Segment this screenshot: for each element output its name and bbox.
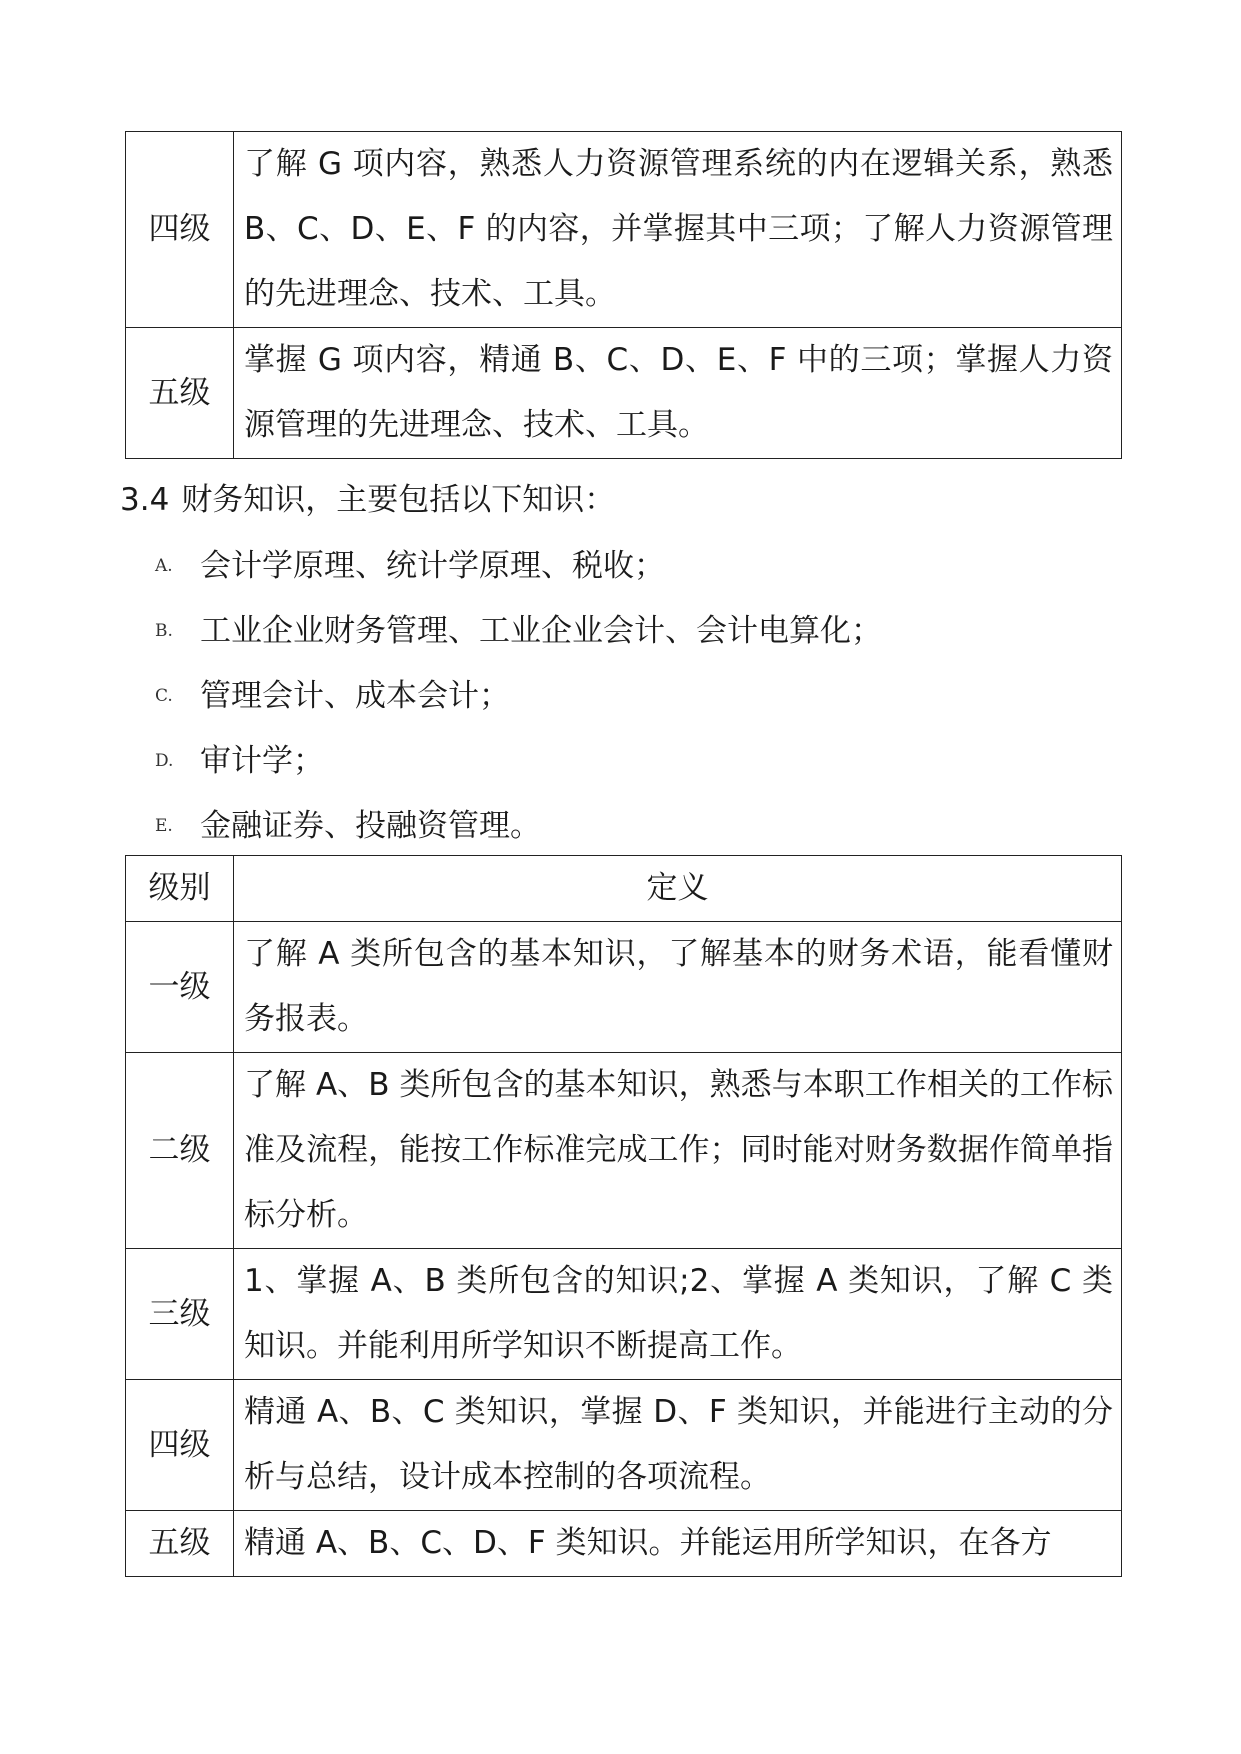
list-item-text: 管理会计、成本会计； bbox=[200, 678, 510, 714]
list-item-text: 金融证券、投融资管理。 bbox=[200, 808, 541, 844]
table-row bbox=[126, 328, 1122, 459]
list-marker: D. bbox=[155, 751, 174, 771]
table-row bbox=[126, 922, 1122, 1053]
list-item bbox=[155, 728, 882, 793]
list-item bbox=[155, 793, 882, 858]
definition-cell: 了解 A 类所包含的基本知识，了解基本的财务术语，能看懂财务报表。 bbox=[234, 922, 1122, 1053]
level-cell: 四级 bbox=[126, 132, 234, 328]
table-header-row bbox=[126, 856, 1122, 922]
definition-cell: 了解 A、B 类所包含的基本知识，熟悉与本职工作相关的工作标准及流程，能按工作标准完成工作；同时能对财务数据作简单指标分析。 bbox=[234, 1053, 1122, 1249]
table-row bbox=[126, 1511, 1122, 1577]
level-cell: 一级 bbox=[126, 922, 234, 1053]
table-row bbox=[126, 132, 1122, 328]
definition-cell: 精通 A、B、C 类知识，掌握 D、F 类知识，并能进行主动的分析与总结，设计成本控制的各项流程。 bbox=[234, 1380, 1122, 1511]
definition-column-header: 定义 bbox=[234, 856, 1122, 922]
definition-cell: 了解 G 项内容，熟悉人力资源管理系统的内在逻辑关系，熟悉 B、C、D、E、F 的内容，并掌握其中三项；了解人力资源管理的先进理念、技术、工具。 bbox=[234, 132, 1122, 328]
list-item-text: 会计学原理、统计学原理、税收； bbox=[200, 548, 665, 584]
definition-cell: 掌握 G 项内容，精通 B、C、D、E、F 中的三项；掌握人力资源管理的先进理念、技术、工具。 bbox=[234, 328, 1122, 459]
list-marker: B. bbox=[155, 621, 173, 641]
level-cell: 五级 bbox=[126, 328, 234, 459]
list-item-text: 工业企业财务管理、工业企业会计、会计电算化； bbox=[200, 613, 882, 649]
level-cell: 二级 bbox=[126, 1053, 234, 1249]
level-column-header: 级别 bbox=[126, 856, 234, 922]
list-item-text: 审计学； bbox=[200, 743, 324, 779]
table-row bbox=[126, 1380, 1122, 1511]
hr-knowledge-level-table bbox=[125, 131, 1122, 459]
section-number: 3.4 bbox=[120, 482, 170, 518]
knowledge-item-list bbox=[155, 533, 882, 858]
level-cell: 五级 bbox=[126, 1511, 234, 1577]
list-marker: E. bbox=[155, 816, 173, 836]
finance-knowledge-level-table bbox=[125, 855, 1122, 1577]
table-row bbox=[126, 1053, 1122, 1249]
level-cell: 四级 bbox=[126, 1380, 234, 1511]
list-item bbox=[155, 533, 882, 598]
level-cell: 三级 bbox=[126, 1249, 234, 1380]
section-heading bbox=[120, 470, 615, 530]
list-marker: A. bbox=[155, 556, 173, 576]
list-item bbox=[155, 598, 882, 663]
table-row bbox=[126, 1249, 1122, 1380]
definition-cell: 1、掌握 A、B 类所包含的知识;2、掌握 A 类知识，了解 C 类知识。并能利用所学知识不断提高工作。 bbox=[234, 1249, 1122, 1380]
definition-cell: 精通 A、B、C、D、F 类知识。并能运用所学知识，在各方 bbox=[234, 1511, 1122, 1577]
section-title: 财务知识，主要包括以下知识： bbox=[181, 482, 616, 518]
list-item bbox=[155, 663, 882, 728]
list-marker: C. bbox=[155, 686, 173, 706]
